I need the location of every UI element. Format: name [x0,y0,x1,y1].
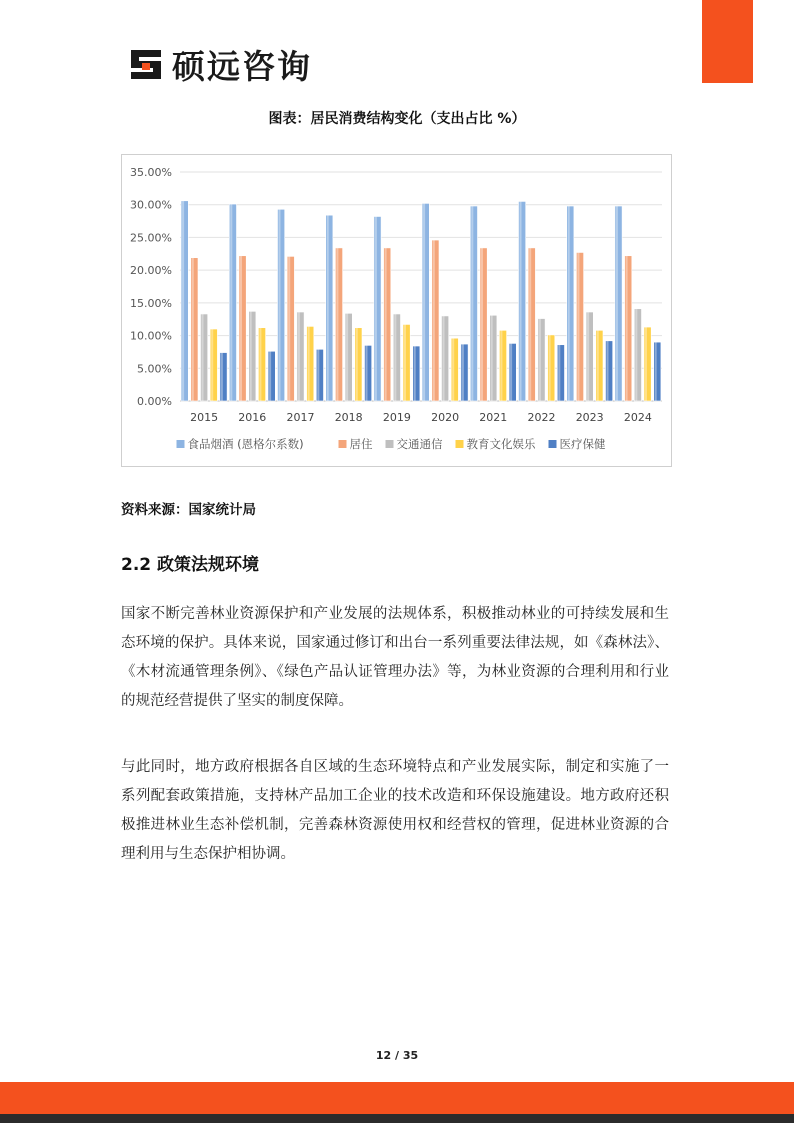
bar-highlight [375,216,377,401]
bar-highlight [298,312,300,401]
bar-highlight [192,258,194,401]
bar-highlight [356,328,358,401]
legend-label: 居住 [349,437,373,451]
legend-label: 交通通信 [396,437,443,451]
bar-highlight [269,351,271,401]
bar-highlight [279,209,281,401]
legend-label: 医疗保健 [559,437,606,451]
bar-highlight [385,248,387,401]
y-tick-label: 0.00% [137,395,172,408]
bar-highlight [587,312,589,401]
bar-highlight [259,328,261,401]
body-paragraph-2: 与此同时，地方政府根据各自区域的生态环境特点和产业发展实际，制定和实施了一系列配套政策措施，支持林产品加工企业的技术改造和环保设施建设。地方政府还积极推进林业生态补偿机制，完善森林资源使用权和经营权的管理，促进林业资源的合理利用与生态保护相协调。 [121,759,669,862]
bar-highlight [655,342,657,401]
bar-chart [121,154,672,467]
bar-highlight [182,201,184,401]
x-tick-label: 2016 [238,411,267,424]
bar-highlight [433,240,435,401]
bar-highlight [443,316,445,401]
bar-highlight [452,338,454,401]
bar-highlight [481,248,483,401]
bar-highlight [529,248,531,401]
brand-logo [128,44,312,84]
bar-highlight [549,335,551,401]
legend-swatch [549,440,557,448]
bar-highlight [288,256,290,401]
legend-swatch [177,440,185,448]
bar-highlight [346,313,348,401]
legend-label: 食品烟酒 (恩格尔系数) [187,437,304,451]
bar-highlight [568,206,570,401]
x-tick-label: 2018 [334,411,363,424]
y-tick-label: 30.00% [130,198,172,212]
bar-highlight [394,314,396,401]
bar-highlight [645,327,647,401]
x-tick-label: 2019 [382,411,411,424]
y-tick-label: 25.00% [130,231,172,245]
legend-swatch [339,440,347,448]
bar-highlight [558,345,560,401]
bar-highlight [607,341,609,401]
page-number: 12 / 35 [375,1049,419,1062]
y-tick-label: 20.00% [130,264,172,278]
bar-highlight [336,248,338,401]
legend-swatch [456,440,464,448]
legend-label: 教育文化娱乐 [466,437,536,451]
bar-highlight [539,319,541,401]
bar-highlight [366,345,368,401]
bar-highlight [423,203,425,401]
bar-highlight [520,201,522,401]
bar-highlight [211,329,213,401]
bar-highlight [616,206,618,401]
bar-highlight [221,353,223,401]
footer-dark-strip [0,1114,794,1123]
bar-highlight [250,311,252,401]
bar-highlight [500,330,502,401]
logo-mark-icon [128,46,164,82]
y-tick-label: 5.00% [137,362,172,376]
x-tick-label: 2015 [190,411,219,424]
x-tick-label: 2020 [431,411,460,424]
chart-canvas [122,155,673,468]
bar-highlight [510,343,512,401]
bar-highlight [597,330,599,401]
bar-highlight [414,346,416,401]
source-note: 资料来源：国家统计局 [121,502,256,518]
bar-highlight [462,344,464,401]
bar-highlight [635,309,637,401]
bar-highlight [471,206,473,401]
bar-highlight [577,252,579,401]
bar-highlight [626,256,628,401]
footer-accent-bar [0,1082,794,1114]
bar-highlight [317,349,319,401]
x-tick-label: 2021 [479,411,508,424]
bar-highlight [240,256,242,401]
bar-highlight [404,324,406,401]
bar-highlight [491,315,493,401]
body-paragraph-1: 国家不断完善林业资源保护和产业发展的法规体系，积极推动林业的可持续发展和生态环境的保护。具体来说，国家通过修订和出台一系列重要法律法规，如《森林法》、《木材流通管理条例》、《绿色产品认证管理办法》等，为林业资源的合理利用和行业的规范经营提供了坚实的制度保障。 [121,606,669,709]
bar-highlight [202,314,204,401]
x-tick-label: 2022 [527,411,556,424]
y-tick-label: 35.00% [130,166,172,179]
section-heading: 2.2 政策法规环境 [121,555,260,575]
bar-highlight [230,204,232,401]
brand-name: 硕远咨询 [172,46,312,86]
bar-highlight [327,215,329,401]
chart-title: 图表：居民消费结构变化（支出占比 %） [268,111,526,127]
legend-swatch [386,440,394,448]
x-tick-label: 2017 [286,411,315,424]
y-tick-label: 10.00% [130,329,172,343]
bar-highlight [308,326,310,401]
y-tick-label: 15.00% [130,296,172,310]
x-tick-label: 2024 [623,411,652,424]
x-tick-label: 2023 [575,411,604,424]
corner-accent-tab [702,0,753,83]
